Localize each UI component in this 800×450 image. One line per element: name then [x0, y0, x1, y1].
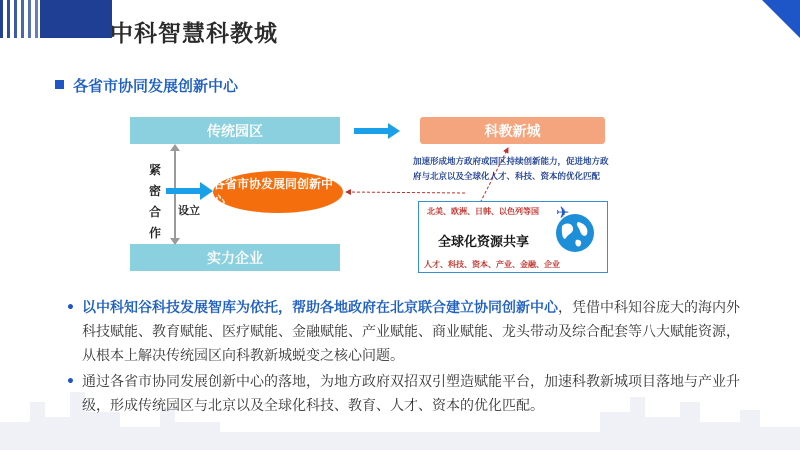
bullet-highlight: 以中科知谷科技发展智库为依托，帮助各地政府在北京联合建立协同创新中心 [82, 300, 558, 316]
page-title: 中科智慧科教城 [110, 21, 278, 47]
new-city-box: 科教新城 [420, 117, 605, 144]
strength-enterprise-box: 实力企业 [130, 244, 340, 271]
setup-label: 设立 [178, 204, 200, 217]
global-resources-title: 全球化资源共享 [438, 235, 530, 250]
airplane-icon: ✈ [556, 203, 570, 222]
cooperation-char: 合 [148, 205, 161, 219]
bullet-dot-icon: • [66, 300, 75, 316]
bullet-item [58, 296, 748, 368]
cooperation-char: 紧 [148, 163, 161, 177]
regions-label: 北美、欧洲、日韩、以色列等国 [427, 207, 539, 216]
innovation-center-ellipse: 各省市协发展同创新中心 [213, 171, 343, 213]
cooperation-char: 密 [148, 184, 161, 198]
traditional-park-box: 传统园区 [130, 117, 340, 144]
resources-label: 人才、科技、资本、产业、金融、企业 [424, 260, 560, 269]
acceleration-note: 加速形成地方政府或园区持续创新能力，促进地方政府与北京以及全球化人才、科技、资本的优化匹配 [413, 157, 609, 182]
cooperation-char: 作 [148, 226, 161, 240]
skyline-decoration [0, 372, 800, 450]
dashed-arrow-left [346, 192, 465, 193]
section-heading: 各省市协同发展创新中心 [73, 77, 239, 95]
bullet-dot-icon: • [66, 374, 75, 390]
bullet-text: 通过各省市协同发展创新中心的落地，为地方政府双招双引塑造赋能平台，加速科教新城项目落地与产业升级，形成传统园区与北京以及全球化科技、教育、人才、资本的优化匹配。 [82, 374, 740, 414]
bullet-text: ，凭借中科知谷庞大的海内外科技赋能、教育赋能、医疗赋能、金融赋能、产业赋能、商业赋能、龙头带动及综合配套等八大赋能资源，从根本上解决传统园区向科教新城蜕变之核心问题。 [82, 300, 740, 364]
